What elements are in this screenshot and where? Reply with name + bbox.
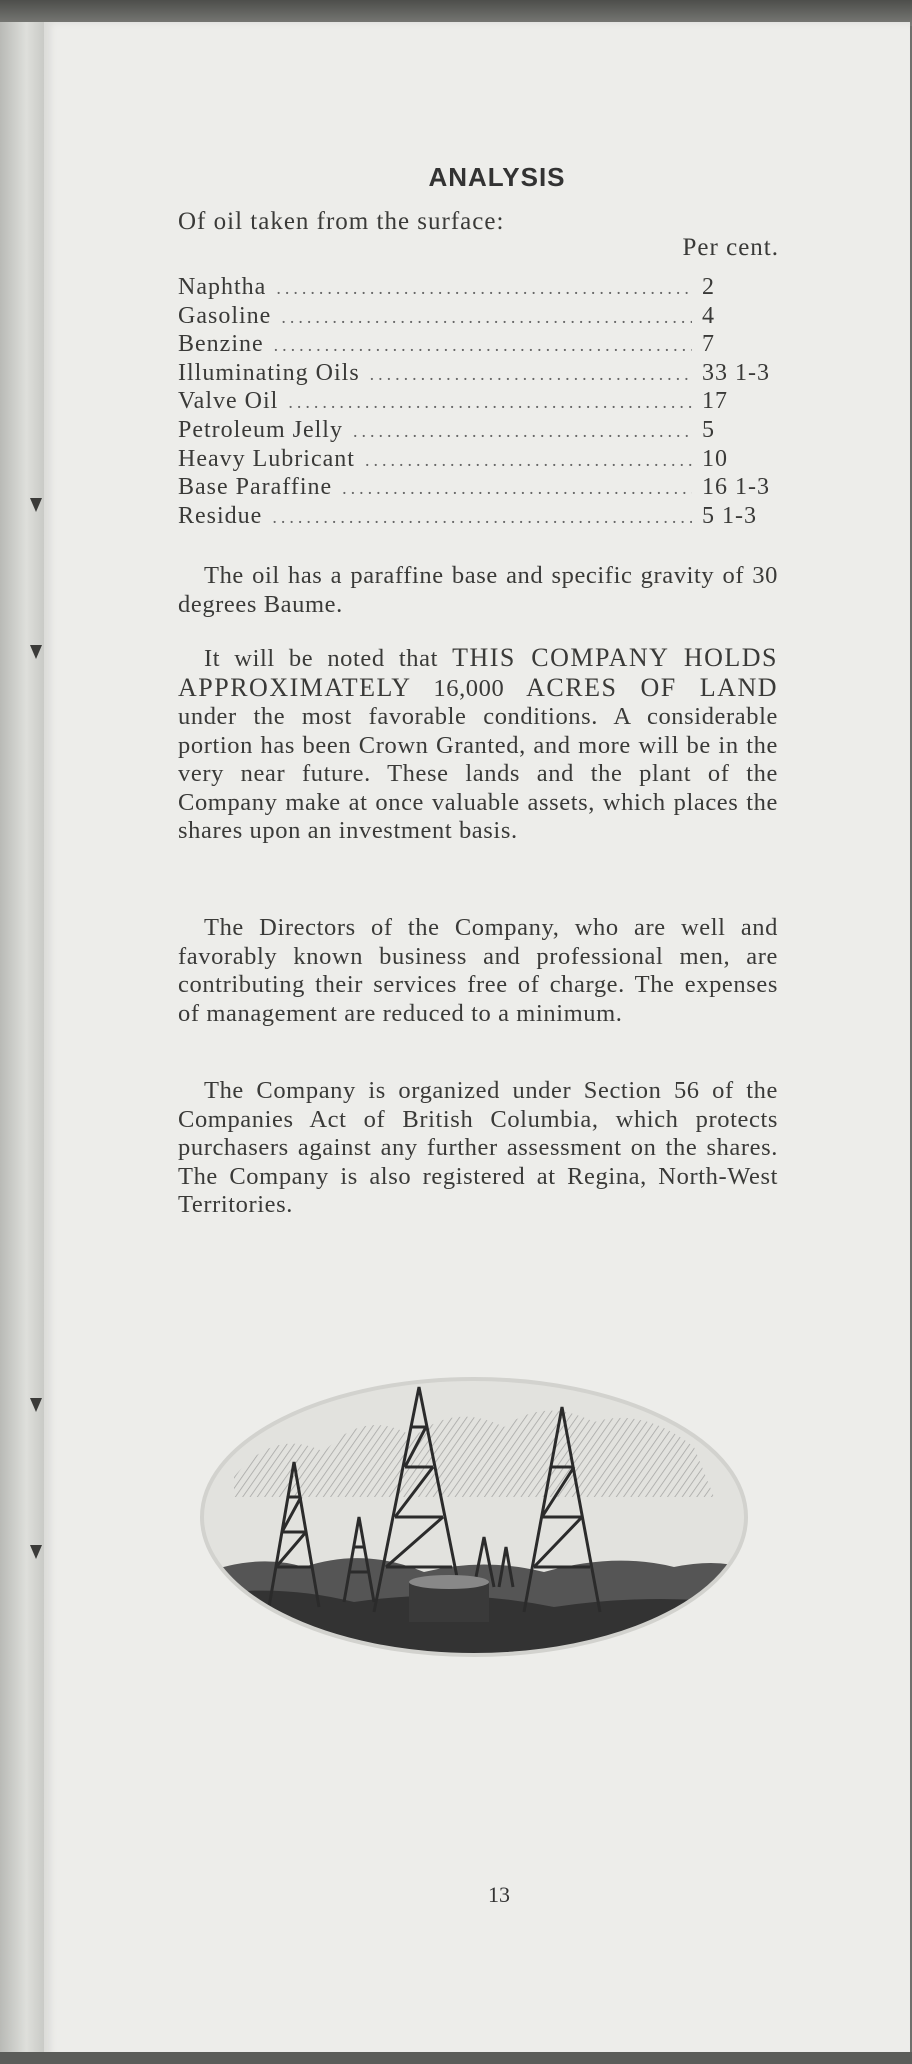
component-percent: 16 1-3 bbox=[702, 474, 770, 501]
component-percent: 7 bbox=[702, 331, 715, 358]
component-name: Valve Oil bbox=[178, 388, 279, 415]
binding-mark bbox=[30, 645, 42, 659]
dot-leader bbox=[365, 450, 692, 471]
component-name: Benzine bbox=[178, 331, 264, 358]
component-percent: 33 1-3 bbox=[702, 359, 770, 386]
dot-leader bbox=[288, 392, 692, 413]
page-title: ANALYSIS bbox=[428, 162, 566, 192]
component-name: Petroleum Jelly bbox=[178, 416, 343, 443]
dot-leader bbox=[272, 507, 692, 528]
component-name: Gasoline bbox=[178, 302, 272, 329]
dot-leader bbox=[274, 335, 692, 356]
paragraph-organization: The Company is organized under Section 56 of the Companies Act of British Columbia, which protects purchasers against any further assessment on the shares. The Company is also registered at Regina, North-West Territories. bbox=[178, 1077, 778, 1218]
component-name: Base Paraffine bbox=[178, 474, 333, 501]
paragraph-oil-base: The oil has a paraffine base and specific gravity of 30 degrees Baume. bbox=[178, 562, 778, 618]
paragraph-land-holdings bbox=[178, 644, 778, 846]
paragraph-directors: The Directors of the Company, who are well and favorably known business and professional men, are contributing their services free of charge. The expenses of management are reduced to a minimum. bbox=[178, 914, 778, 1027]
table-row bbox=[178, 360, 778, 389]
table-row bbox=[178, 503, 778, 532]
page-number: 13 bbox=[488, 1882, 510, 1907]
component-percent: 17 bbox=[702, 388, 728, 415]
paragraph-text: It will be noted that bbox=[204, 645, 453, 672]
scan-bottom-edge bbox=[0, 2052, 912, 2064]
component-percent: 10 bbox=[702, 445, 728, 472]
component-percent: 2 bbox=[702, 274, 715, 300]
table-row bbox=[178, 388, 778, 417]
component-percent: 4 bbox=[702, 302, 715, 329]
emphasis-text: THIS COMPANY HOLDS APPROXIMATELY bbox=[178, 643, 778, 702]
acreage-number: 16,000 bbox=[411, 674, 527, 702]
component-percent: 5 bbox=[702, 416, 715, 443]
binding-mark bbox=[30, 498, 42, 512]
table-row bbox=[178, 417, 778, 446]
component-name: Naphtha bbox=[178, 274, 267, 300]
binding-mark bbox=[30, 1398, 42, 1412]
table-row bbox=[178, 446, 778, 475]
emphasis-text: ACRES OF LAND bbox=[526, 672, 778, 702]
dot-leader bbox=[276, 278, 692, 299]
percent-column-header: Per cent. bbox=[682, 234, 779, 261]
component-name: Residue bbox=[178, 502, 263, 529]
book-spine bbox=[0, 22, 44, 2058]
dot-leader bbox=[353, 421, 692, 442]
table-row bbox=[178, 331, 778, 360]
dot-leader bbox=[281, 307, 692, 328]
dot-leader bbox=[342, 478, 692, 499]
component-name: Illuminating Oils bbox=[178, 359, 360, 386]
table-row bbox=[178, 474, 778, 503]
binding-mark bbox=[30, 1545, 42, 1559]
analysis-intro: Of oil taken from the surface: bbox=[178, 208, 505, 235]
component-name: Heavy Lubricant bbox=[178, 445, 355, 472]
table-row bbox=[178, 274, 778, 303]
component-percent: 5 1-3 bbox=[702, 502, 757, 529]
analysis-table bbox=[178, 274, 778, 531]
document-page bbox=[44, 22, 910, 2058]
oil-derricks-engraving-icon bbox=[194, 1367, 754, 1667]
table-row bbox=[178, 303, 778, 332]
dot-leader bbox=[370, 364, 692, 385]
paragraph-text: under the most favorable conditions. A considerable portion has been Crown Granted, and more will be in the very near future. These lands and the plant of the Company make at once valuable assets, which places the shares upon an investment basis. bbox=[178, 703, 778, 844]
